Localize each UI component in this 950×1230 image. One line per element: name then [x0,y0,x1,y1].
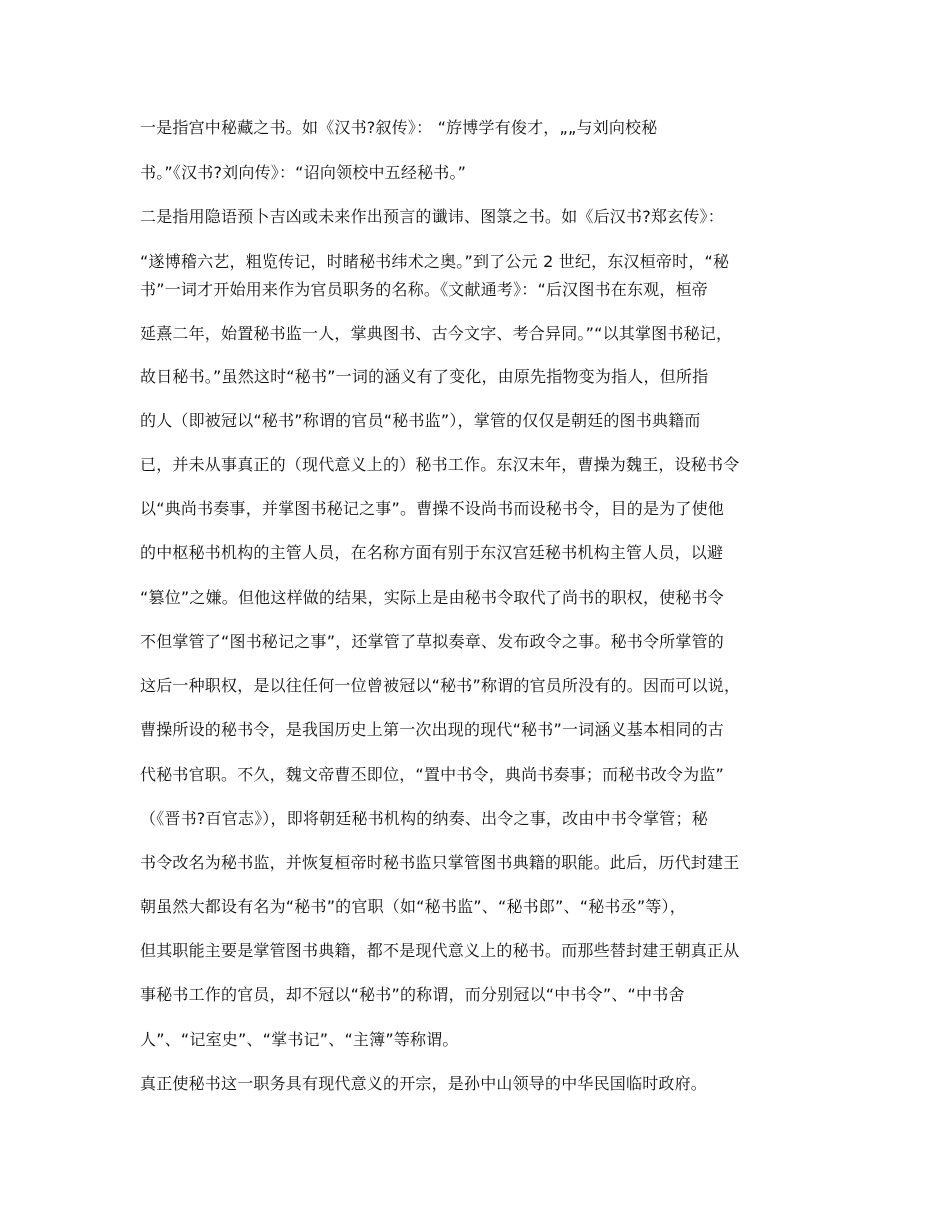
text-line: 一是指宫中秘藏之书。如《汉书?叙传》： “斿博学有俊才，„„与刘向校秘 [140,118,658,137]
text-line: 书。”《汉书?刘向传》：“诏向领校中五经秘书。” [140,163,467,182]
text-line: 书令改名为秘书监，并恢复桓帝时秘书监只掌管图书典籍的职能。此后，历代封建王 [140,853,740,872]
text-line: “篡位”之嫌。但他这样做的结果，实际上是由秘书令取代了尚书的职权，使秘书令 [140,588,724,607]
text-line: 已，并未从事真正的（现代意义上的）秘书工作。东汉末年，曹操为魏王，设秘书令 [140,455,740,474]
text-line: 曹操所设的秘书令，是我国历史上第一次出现的现代“秘书”一词涵义基本相同的古 [140,720,724,739]
text-line: 书”一词才开始用来作为官员职务的名称。《文献通考》：“后汉图书在东观，桓帝 [140,280,708,299]
text-line: 以“典尚书奏事，并掌图书秘记之事”。曹操不设尚书而设秘书令，目的是为了使他 [140,499,724,518]
text-line: 的中枢秘书机构的主管人员，在名称方面有别于东汉宫廷秘书机构主管人员，以避 [140,543,724,562]
text-line: 延熹二年，始置秘书监一人，掌典图书、古今文字、考合异同。”“以其掌图书秘记， [140,324,733,343]
text-line: 代秘书官职。不久，魏文帝曹丕即位，“置中书令，典尚书奏事；而秘书改令为监” [140,765,724,784]
text-line: （《晋书?百官志》），即将朝廷秘书机构的纳奏、出令之事，改由中书令掌管；秘 [140,809,708,828]
text-line: 朝虽然大都设有名为“秘书”的官职（如“秘书监”、“秘书郎”、“秘书丞”等）， [140,897,686,916]
text-line: 这后一种职权，是以往任何一位曾被冠以“秘书”称谓的官员所没有的。因而可以说， [140,676,741,695]
text-line: 不但掌管了“图书秘记之事”，还掌管了草拟奏章、发布政令之事。秘书令所掌管的 [140,632,724,651]
text-line: 二是指用隐语预卜吉凶或未来作出预言的谶讳、图箓之书。如《后汉书?郑玄传》： [140,207,724,226]
text-line: 故日秘书。”虽然这时“秘书”一词的涵义有了变化，由原先指物变为指人，但所指 [140,367,709,386]
text-line: 但其职能主要是掌管图书典籍，都不是现代意义上的秘书。而那些替封建王朝真正从 [140,941,740,960]
text-line: 的人（即被冠以“秘书”称谓的官员“秘书监”），掌管的仅仅是朝廷的图书典籍而 [140,411,701,430]
text-line: 事秘书工作的官员，却不冠以“秘书”的称谓，而分别冠以“中书令”、“中书舍 [140,985,685,1004]
text-line: 真正使秘书这一职务具有现代意义的开宗，是孙中山领导的中华民国临时政府。 [140,1074,708,1093]
text-line: “遂博稽六艺，粗览传记，时睹秘书纬术之奥。”到了公元 2 世纪，东汉桓帝时，“秘 [140,252,730,271]
text-line: 人”、“记室史”、“掌书记”、“主簿”等称谓。 [140,1030,459,1049]
